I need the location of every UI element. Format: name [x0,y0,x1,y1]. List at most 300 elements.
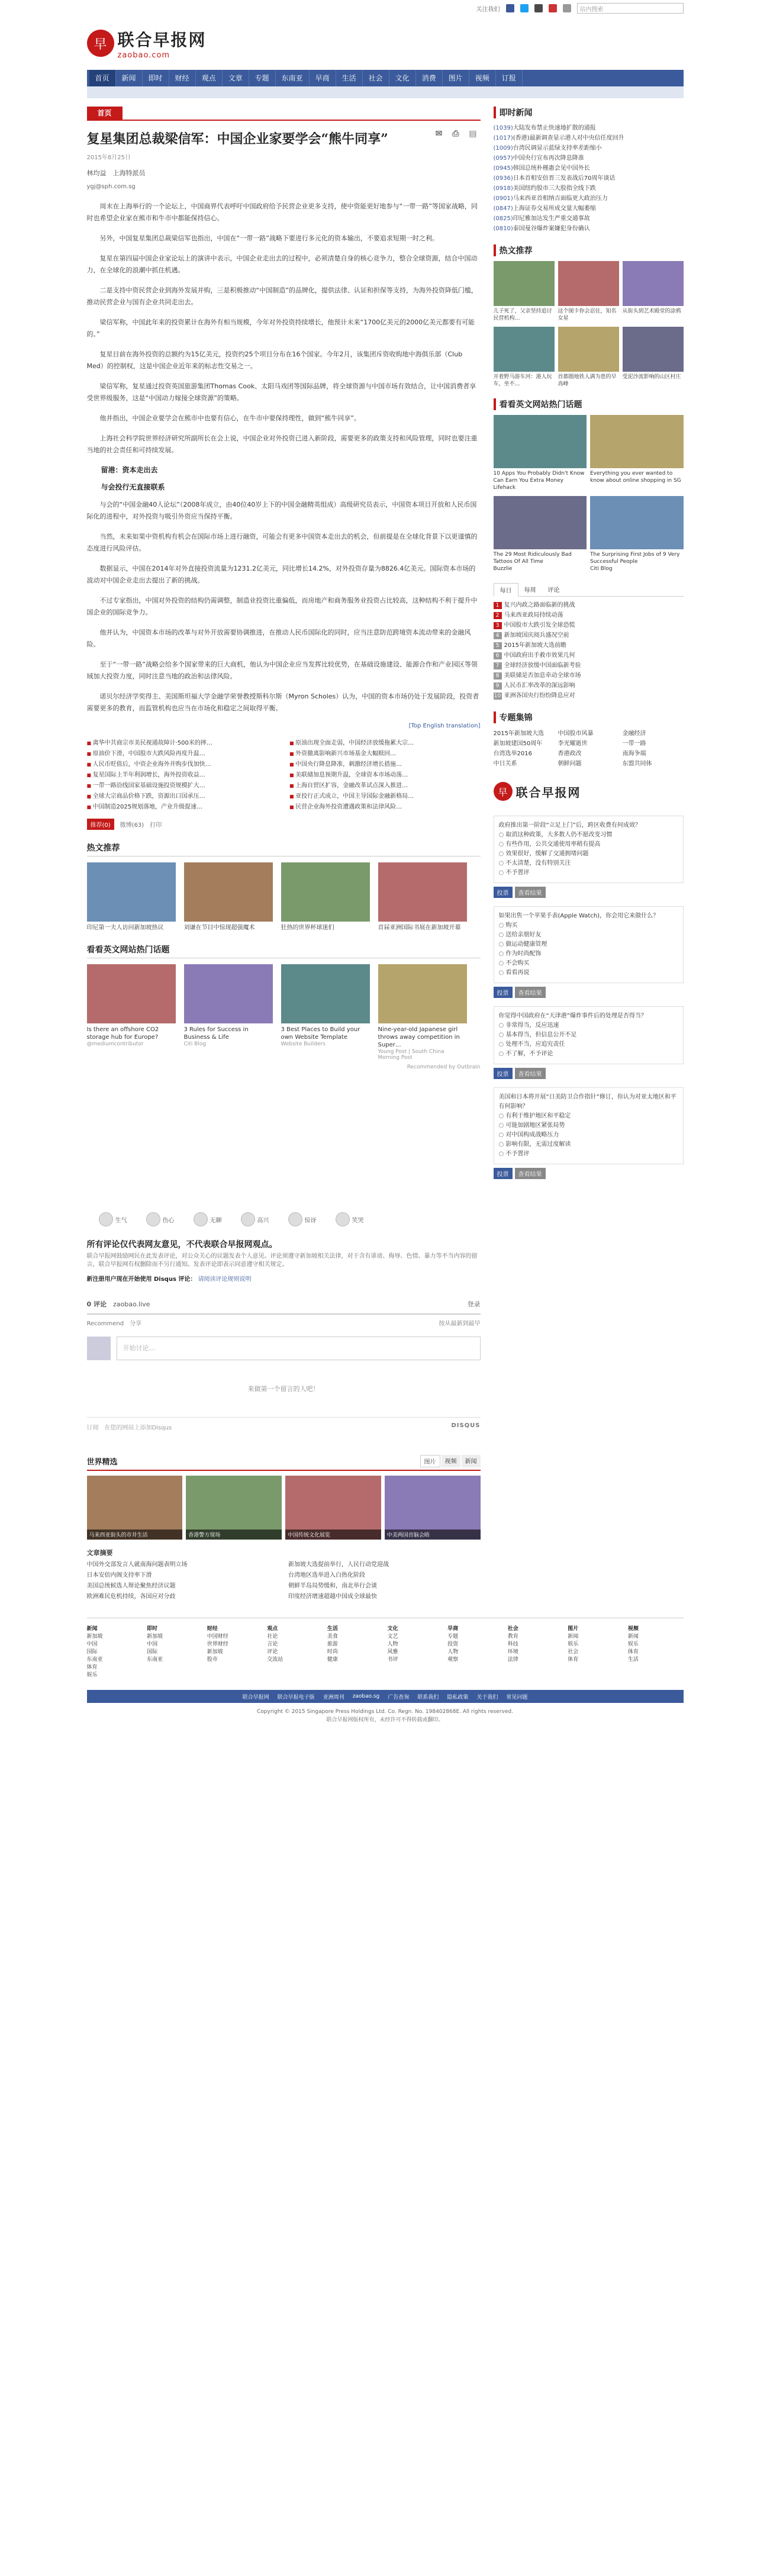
footer-link[interactable]: 东南亚 [147,1657,163,1663]
rec-thumb-caption: Nine-year-old Japanese girl throws away competition in Super… [378,1026,460,1048]
rank-item[interactable] [494,610,684,620]
footer-link[interactable]: 人物 [447,1649,459,1655]
rank-item[interactable] [494,651,684,661]
footer-link[interactable]: 新加坡 [86,1634,103,1640]
poll-option[interactable]: ○ 取消这种政策，大多数人仍不愿改变习惯 [499,830,678,840]
poll-option[interactable]: ○ 有利于维护地区和平稳定 [499,1112,678,1121]
poll-option[interactable]: ○ 购买 [499,921,678,930]
footer-link[interactable]: 文艺 [387,1634,398,1640]
nav-item[interactable]: 生活 [336,70,363,86]
poll-option[interactable]: ○ 做运动健康管理 [499,940,678,949]
side-hot-item[interactable] [494,327,555,388]
footer-link[interactable]: 社论 [267,1634,278,1640]
rank-headline: 2015年新加坡大选前瞻 [504,642,566,649]
rank-item[interactable] [494,671,684,681]
poll-option[interactable]: ○ 作为时尚配饰 [499,949,678,959]
related-link[interactable]: ■ 复星国际上半年利润增长，海外投资收益… [87,769,278,778]
twitter-icon[interactable] [520,4,529,12]
digest-item[interactable]: 印度经济增速超越中国成全球最快 [288,1593,377,1600]
footer-link[interactable]: 社会 [568,1649,579,1655]
footer-heading[interactable]: 即时 [147,1626,158,1632]
footer-bar-link[interactable]: 亚洲周刊 [323,1694,344,1701]
subscribe-link[interactable]: 订阅 [86,1425,99,1431]
poll-option[interactable]: ○ 基本得当，但信息公开不足 [499,1031,678,1040]
vote-button[interactable]: 投票 [494,1168,513,1179]
poll-option[interactable]: ○ 不予置评 [499,868,678,878]
rank-item[interactable] [494,640,684,651]
footer-link[interactable]: 美食 [327,1634,338,1640]
site-header [87,17,684,70]
sort-dropdown[interactable]: 按从最新到最早 [439,1321,481,1327]
pick-card[interactable] [285,1476,381,1540]
poll-option[interactable]: ○ 送给亲朋好友 [499,930,678,940]
realtime-item[interactable] [494,163,684,173]
related-link[interactable]: ■ 亚投行正式成立，中国主导国际金融新格局… [289,791,481,800]
footer-heading[interactable]: 图片 [568,1626,579,1632]
topic-link[interactable]: 香港政改 [558,751,582,757]
poll-option[interactable]: ○ 非常得当，反应迅速 [499,1021,678,1031]
side-rec-item[interactable] [590,415,684,491]
footer-link[interactable]: 书评 [387,1657,398,1663]
poll-option[interactable]: ○ 影响有限，无需过度解读 [499,1140,678,1149]
logo-chinese: 联合早报网 [117,30,207,50]
pick-caption: 香港警方现场 [186,1530,282,1540]
footer-bar-link[interactable]: 联系我们 [417,1694,439,1701]
related-link[interactable]: ■ 中国央行降息降准，刺激经济增长措施… [289,759,481,768]
poll-buttons [494,1068,684,1079]
vote-button[interactable]: 投票 [494,1068,513,1079]
footer-link[interactable]: 评论 [267,1649,278,1655]
nav-item[interactable]: 即时 [143,70,169,86]
article-date: 2015年8月25日 [86,154,131,161]
article-tools[interactable]: ✉ ⎙ ▤ [435,129,481,139]
breadcrumb[interactable]: 首页 [87,107,123,120]
rank-tab[interactable]: 评论 [547,587,560,594]
realtime-item[interactable] [494,173,684,183]
side-hot-item[interactable] [558,327,619,388]
poll-option[interactable]: ○ 可能加剧地区紧张局势 [499,1121,678,1131]
reaction-option[interactable] [194,1212,222,1226]
topic-link[interactable]: 2015年新加坡大选 [493,730,544,737]
topic-link[interactable]: 台湾选举2016 [493,751,532,757]
realtime-headline: (香港)最新调查显示港人对中央信任度回升 [513,135,624,141]
realtime-item[interactable] [494,133,684,143]
copyright-line: 联合早报网版权所有，未经许可不得转载或翻印。 [326,1717,444,1723]
nav-item[interactable]: 文章 [223,70,249,86]
side-hot-title: 热文推荐 [494,244,684,256]
realtime-time: (0810) [493,226,513,232]
topic-link[interactable]: 中日关系 [493,761,517,767]
nav-item[interactable]: 订报 [496,70,523,86]
nav-item[interactable]: 消费 [416,70,443,86]
footer-link[interactable]: 交流站 [267,1657,283,1663]
realtime-item[interactable] [494,204,684,214]
footer-heading[interactable]: 社会 [507,1626,518,1632]
footer-link[interactable]: 观察 [447,1657,459,1663]
footer-link[interactable]: 体育 [86,1664,98,1670]
footer-link[interactable]: 旅游 [327,1641,338,1647]
article-paragraph: 二是支持中资民营企业到海外发展并购，三是积极推动“中国制造”的品牌化，提供法律、认证和担保等支持，为海外投资降低门槛，推动民营企业与国有企业共同走出去。 [86,286,478,306]
rank-tab[interactable]: 每日 [494,583,518,597]
poll-logo-mark: 早 [494,782,513,801]
emoji-icon [194,1212,208,1226]
realtime-list [494,123,684,234]
footer-link[interactable]: 投资 [447,1641,459,1647]
topic-link[interactable]: 东盟共同体 [622,761,652,767]
google-plus-icon[interactable] [534,4,543,12]
main-column [87,107,481,1600]
side-rec-item[interactable] [590,496,684,572]
footer-link[interactable]: 健康 [327,1657,338,1663]
weibo-share[interactable]: 微博(63) [120,822,144,829]
digest-title: 文章摘要 [86,1549,113,1557]
footer-link[interactable]: 体育 [627,1649,639,1655]
poll [494,1087,684,1164]
related-link[interactable]: ■ 原油出现全面走弱，中国经济放缓拖累大宗… [289,738,481,746]
rank-item[interactable] [494,691,684,701]
side-rec-caption: 10 Apps You Probably Didn't Know Can Earn You Extra Money [493,471,585,484]
footer-link[interactable]: 娱乐 [627,1641,639,1647]
article-title [87,129,481,147]
article-paragraph: 复星在第四届中国企业家论坛上的演讲中表示，中国企业走出去的过程中，必须清楚自身的核心竞争力，整合全球资源，结合中国动力，在全球化的浪潮中抓住机遇。 [86,255,478,274]
reaction-option[interactable] [336,1212,364,1226]
realtime-item[interactable] [494,143,684,153]
footer-link[interactable]: 中国 [86,1641,98,1647]
footer-heading[interactable]: 生活 [327,1626,338,1632]
rec-thumb[interactable] [378,964,467,1061]
footer-link[interactable]: 环境 [507,1649,518,1655]
topic-link[interactable]: 李光耀逝世 [558,740,588,747]
topic-link[interactable]: 朝鲜问题 [558,761,582,767]
footer-link[interactable]: 国际 [147,1649,158,1655]
footer-bar-link[interactable]: 联合早报网 [242,1694,269,1701]
add-disqus-link[interactable]: 在您的网站上添加Disqus [104,1425,172,1431]
footer-bar-link[interactable]: 隐私政策 [447,1694,469,1701]
digest-item[interactable]: 美国总统候选人辩论聚焦经济议题 [86,1583,176,1589]
footer-link[interactable]: 中国财经 [207,1634,228,1640]
footer-link[interactable]: 中国 [147,1641,158,1647]
footer-link[interactable]: 体育 [568,1657,579,1663]
poll-option[interactable]: ○ 效果很好，缓解了交通拥堵问题 [499,849,678,859]
footer-heading[interactable]: 财经 [207,1626,218,1632]
rec-thumb-source: @mediumcontributor [86,1041,144,1047]
side-rec-image [494,496,587,549]
results-button[interactable]: 查看结果 [515,1068,546,1079]
footer-bar-link[interactable]: 广告查询 [388,1694,410,1701]
footer-link[interactable]: 新加坡 [147,1634,163,1640]
topic-link[interactable]: 中国股市风暴 [558,730,594,737]
comment-input[interactable]: 开始讨论… [117,1337,481,1360]
footer-bar-link[interactable]: zaobao.sg [352,1693,380,1699]
footer-link[interactable]: 世界财经 [207,1641,228,1647]
disqus-footer [87,1417,481,1431]
results-button[interactable]: 查看结果 [515,887,546,898]
side-hot-grid [494,261,684,388]
side-hot-image [623,327,684,372]
nav-item[interactable]: 首页 [89,70,116,86]
related-link[interactable]: ■ 上海自贸区扩容，金融改革试点深入推进… [289,780,481,789]
nav-item[interactable]: 文化 [389,70,416,86]
hot-thumb-caption: 印尼第一夫人访问新加坡热议 [86,925,164,931]
topic-link[interactable]: 南海争端 [622,751,646,757]
footer-column [387,1624,443,1678]
footer-link[interactable]: 法律 [507,1657,518,1663]
hot-thumb-image [378,862,467,922]
digest-item[interactable]: 中国外交部发言人就南海问题表明立场 [86,1561,188,1568]
poll-option[interactable]: ○ 不会购买 [499,959,678,968]
side-rec-item[interactable] [494,496,587,572]
pick-caption: 中美两国首脑会晤 [385,1530,481,1540]
poll-option[interactable]: ○ 对中国构成战略压力 [499,1131,678,1140]
results-button[interactable]: 查看结果 [515,1168,546,1179]
rank-item[interactable] [494,620,684,630]
reaction-option[interactable] [99,1212,127,1226]
disqus-logo[interactable]: DISQUS [451,1422,481,1429]
footer-link[interactable]: 东南亚 [86,1657,103,1663]
poll [494,906,684,983]
poll-option[interactable]: ○ 不太清楚，没有特别关注 [499,859,678,868]
rank-item[interactable] [494,681,684,691]
rank-item[interactable] [494,600,684,610]
article-paragraph: 数据显示，中国在2014年对外直接投资流量为1231.2亿美元，同比增长14.2%，对外投资存量为8826.4亿美元。国际资本市场的波动对中国企业走出去提出了新的挑战。 [86,565,476,584]
nav-item[interactable]: 视频 [469,70,496,86]
related-link[interactable]: ■ 人民币贬值后，中资企业海外并购步伐加快… [87,759,278,768]
nav-item[interactable]: 观点 [196,70,223,86]
realtime-headline: 大陆发布禁止快速地扩散的通报 [513,125,596,131]
poll [494,1006,684,1064]
rec-thumb-source: Young Post | South China Morning Post [378,1049,444,1061]
nav-item[interactable]: 新闻 [116,70,143,86]
related-link[interactable]: ■ 民营企业海外投资遭遇政策和法律风险… [289,801,481,810]
topic-link[interactable]: 新加坡建国50周年 [493,740,543,747]
realtime-title: 即时新闻 [494,107,684,118]
results-button[interactable]: 查看结果 [515,987,546,998]
footer-heading[interactable]: 文化 [387,1626,398,1632]
topic-link[interactable]: 一带一路 [622,740,646,747]
footer-heading[interactable]: 观点 [267,1626,278,1632]
article-paragraph: 梁信军称，复星通过投资英国旅游集团Thomas Cook、太阳马戏团等国际品牌，将全球资源与中国市场有效结合，让中国消费者享受世界级服务，这是“中国动力嫁接全球资源”的策略。 [86,382,476,402]
footer-bar-link[interactable]: 联合早报电子版 [277,1694,315,1701]
related-link[interactable]: ■ 原油价下滑，中国股市大跌风险再度升温… [87,748,278,757]
rank-number: 1 [494,602,502,609]
outbrain-credit[interactable]: Recommended by Outbrain [407,1064,481,1070]
hot-thumb-caption: 刘谦在节目中惊现超强魔术 [183,925,255,931]
nav-item[interactable]: 专题 [249,70,276,86]
nav-item[interactable]: 社会 [363,70,389,86]
article-paragraph: 上海社会科学院世界经济研究所副所长在会上说，中国企业对外投资已进入新阶段，需要更多的政策支持和风险管理，同时也要注重当地的社会责任和可持续发展。 [86,434,478,454]
footer-link[interactable]: 新闻 [627,1634,639,1640]
footer-link[interactable]: 教育 [507,1634,518,1640]
picks-tab[interactable]: 新闻 [462,1455,481,1467]
poll-logo-text: 联合早报网 [516,785,581,800]
footer-link[interactable]: 言论 [267,1641,278,1647]
side-hot-item[interactable] [623,327,684,388]
poll-buttons [494,987,684,998]
poll-option[interactable]: ○ 看看再说 [499,968,678,978]
digest-item[interactable]: 朝鲜半岛局势缓和，南北举行会谈 [288,1583,377,1589]
realtime-headline: 印尼雅加达发生严重交通事故 [513,215,590,222]
footer-link[interactable]: 专题 [447,1634,459,1640]
poll-option[interactable]: ○ 不了解，不予评论 [499,1049,678,1059]
digest-item[interactable]: 新加坡大选提前举行，人民行动党迎战 [288,1561,389,1568]
emoji-icon [336,1212,350,1226]
digest-item[interactable]: 台湾地区选举进入白热化阶段 [288,1572,365,1579]
related-link[interactable]: ■ 离华中共商宗市美民视通故障计·500米的摔… [87,738,278,746]
footer-link[interactable]: 新闻 [568,1634,579,1640]
footer-link[interactable]: 股市 [207,1657,218,1663]
vote-button[interactable]: 投票 [494,987,513,998]
hot-thumb[interactable] [281,862,370,932]
vote-button[interactable]: 投票 [494,887,513,898]
poll-question: 政府推出第一阶段“立足上门”后，跨区收费有何成效？ [498,822,641,829]
reaction-option[interactable] [288,1212,317,1226]
hot-thumb[interactable] [87,862,176,932]
footer-heading[interactable]: 早商 [447,1626,459,1632]
digest-item[interactable]: 日本安倍内阁支持率下滑 [86,1572,152,1579]
rss-icon[interactable] [563,4,571,12]
rank-item[interactable] [494,661,684,671]
share-link[interactable]: 分享 [130,1321,142,1327]
rank-headline: 新加坡国庆阅兵盛况空前 [504,632,569,639]
facebook-icon[interactable] [506,4,514,12]
reaction-label: 生气 [115,1217,127,1224]
footer-link[interactable]: 娱乐 [86,1672,98,1678]
copyright-line: Copyright © 2015 Singapore Press Holdings Ltd. Co. Regn. No. 198402868E. All rights reserved. [257,1709,513,1715]
recommend-link[interactable]: Recommend [86,1321,124,1327]
picks-tab[interactable]: 图片 [420,1455,440,1467]
nav-item[interactable]: 早商 [310,70,336,86]
footer-links [87,1618,684,1678]
search-input[interactable] [577,3,684,14]
rank-list [494,600,684,701]
rec-thumb[interactable] [87,964,176,1061]
footer-link[interactable]: 风雅 [387,1649,398,1655]
related-link[interactable]: ■ 外资撤离影响新兴市场基金大幅赎回… [289,748,481,757]
article-paragraph: 另外，中国复星集团总裁梁信军也指出，中国在“一带一路”战略下要进行多元化的资本输出，不要追求短期一时之利。 [99,234,439,242]
footer-link[interactable]: 时尚 [327,1649,338,1655]
side-hot-item[interactable] [494,261,555,322]
hot-thumb-image [184,862,273,922]
nav-item[interactable]: 财经 [169,70,196,86]
related-link[interactable]: ■ 全球大宗商品价格下跌，资源出口国承压… [87,791,278,800]
english-translation-link[interactable]: [Top English translation] [408,723,481,729]
pick-card[interactable] [186,1476,282,1540]
world-picks-grid [87,1476,481,1540]
disqus-site[interactable]: zaobao.live [112,1300,150,1308]
rec-thumb[interactable] [281,964,370,1061]
recommend-button[interactable]: 推荐(0) [87,819,114,830]
disqus-login[interactable]: 登录 [467,1300,481,1308]
footer-column [447,1624,503,1678]
side-rec-caption: Everything you ever wanted to know about online shopping in SG [590,471,681,484]
print-link[interactable]: 打印 [150,822,162,829]
footer-bar-link[interactable]: 常见问题 [506,1694,528,1701]
search-placeholder: 站内搜索 [579,6,604,13]
reaction-label: 无聊 [210,1217,222,1224]
topic-link[interactable]: 金融经济 [622,730,646,737]
realtime-item[interactable] [494,214,684,224]
rec-thumb[interactable] [184,964,273,1061]
author-email[interactable]: ygj@sph.com.sg [86,183,136,190]
site-logo[interactable] [87,27,207,60]
poll-option[interactable]: ○ 不予置评 [499,1149,678,1159]
disclaimer-link[interactable]: 请阅读评论规则说明 [198,1276,252,1283]
hot-thumb[interactable] [378,862,467,932]
side-rec-source: Lifehack [493,485,516,491]
realtime-item[interactable] [494,194,684,204]
related-link[interactable]: ■ 中国制造2025规划落地，产业升级提速… [87,801,278,810]
disqus-header [87,1295,481,1315]
weibo-icon[interactable] [549,4,557,12]
footer-link[interactable]: 生活 [627,1657,639,1663]
footer-heading[interactable]: 视频 [627,1626,639,1632]
rank-number: 6 [494,652,502,659]
comment-composer [87,1337,481,1360]
realtime-item[interactable] [494,224,684,234]
footer-link[interactable]: 娱乐 [568,1641,579,1647]
footer-heading[interactable]: 新闻 [86,1626,98,1632]
related-link[interactable]: ■ 一带一路沿线国家基础设施投资规模扩大… [87,780,278,789]
footer-link[interactable]: 科技 [507,1641,518,1647]
side-hot-item[interactable] [558,261,619,322]
realtime-item[interactable] [494,183,684,194]
rank-item[interactable] [494,630,684,640]
pick-card[interactable] [385,1476,481,1540]
realtime-time: (1017) [493,135,513,141]
poll-question: 如果出售一个苹果手表(Apple Watch)，你会用它来做什么？ [498,913,659,919]
reaction-label: 惊讶 [304,1217,317,1224]
side-hot-item[interactable] [623,261,684,322]
footer-link[interactable]: 人物 [387,1641,398,1647]
side-hot-image [558,261,619,306]
footer-link[interactable]: 新加坡 [207,1649,223,1655]
realtime-item[interactable] [494,123,684,133]
related-links [87,738,481,810]
rec-thumb-image [281,964,370,1023]
footer-link[interactable]: 国际 [86,1649,98,1655]
side-hot-image [494,261,555,306]
hot-thumb-caption: 首届亚洲国际书展在新加坡开幕 [378,925,461,931]
pick-card[interactable] [87,1476,183,1540]
rank-tab[interactable]: 每周 [524,587,536,594]
reaction-option[interactable] [146,1212,175,1226]
top-utility-bar [87,0,684,17]
nav-item[interactable]: 东南亚 [276,70,310,86]
sub-nav [87,86,684,98]
realtime-item[interactable] [494,153,684,163]
rec-thumb-caption: Is there an offshore CO2 storage hub for Europe? [86,1026,159,1041]
rec-thumb-image [184,964,273,1023]
poll-option[interactable]: ○ 有些作用，公共交通使用率稍有提高 [499,840,678,849]
poll-question: 美国和日本将开展“日美防卫合作指针”修订，你认为对亚太地区和平有何影响？ [498,1094,676,1110]
related-link[interactable]: ■ 美联储加息预期升温，全球资本市场动荡… [289,769,481,778]
english-rec-title: 看看英文网站热门话题 [87,944,481,958]
poll-option[interactable]: ○ 处理不当，应追究责任 [499,1040,678,1049]
side-rec-source: Citi Blog [590,566,613,572]
hot-thumb[interactable] [184,862,273,932]
reaction-option[interactable] [241,1212,269,1226]
picks-tab[interactable]: 视频 [442,1455,460,1467]
world-picks-title: 世界精选 [86,1458,118,1467]
side-rec-item[interactable] [494,415,587,491]
nav-item[interactable]: 图片 [443,70,469,86]
digest-item[interactable]: 欧洲难民危机持续，各国应对分歧 [86,1593,176,1600]
empty-comments: 来做第一个留言的人吧！ [247,1385,320,1393]
side-rec-image [590,496,684,549]
rank-headline: 中国股市大跌引发全球恐慌 [504,622,575,629]
rank-number: 9 [494,682,502,690]
footer-bar-link[interactable]: 关于我们 [476,1694,498,1701]
